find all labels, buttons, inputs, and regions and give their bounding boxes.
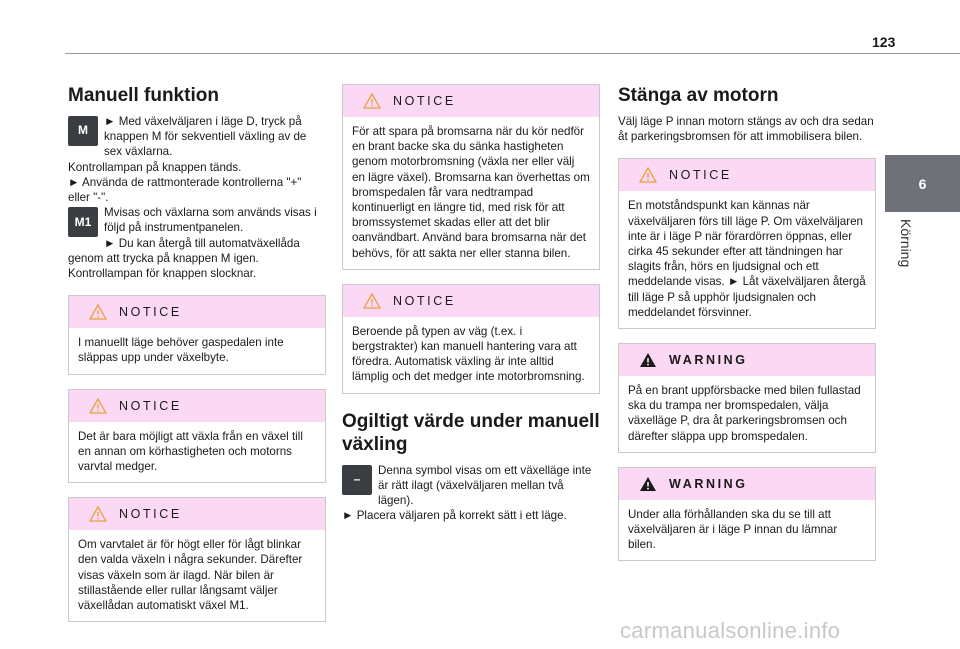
step-text: ► Du kan återgå till automatväxellåda genom att trycka på knappen M igen.	[68, 236, 300, 265]
gear-display-icon: M1	[68, 207, 98, 237]
notice-title: NOTICE	[119, 305, 182, 320]
column-engine-stop	[618, 84, 876, 561]
step-text: ► Med växelväljaren i läge D, tryck på knappen M för sekventiell växling av de sex växlarna.	[104, 115, 307, 159]
notice-box	[342, 284, 600, 394]
notice-box	[618, 158, 876, 329]
notice-box	[342, 84, 600, 270]
warning-triangle-icon	[89, 506, 107, 522]
invalid-gear-info	[342, 463, 600, 524]
notice-header	[343, 285, 599, 317]
warning-box	[618, 467, 876, 562]
section-heading: Ogiltigt värde under manuell växling	[342, 410, 600, 455]
notice-text: En motståndspunkt kan kännas när växelväljaren förs till läge P. Om växelväljaren inte är i läge P när förardörren öppnas, eller cirka 45 sekunder efter att tändningen har slagits från, hörs en ljudsignal och ett meddelande visas. ► Låt växelväljaren återgå till läge P så upphör ljudsignalen och meddelandet försvinner.	[628, 199, 866, 319]
page-number: 123	[872, 34, 896, 50]
info-text: Denna symbol visas om ett växelläge inte är rätt ilagt (växelväljaren mellan två lägen).	[378, 463, 592, 508]
notice-text: I manuellt läge behöver gaspedalen inte släppas upp under växelbyte.	[78, 336, 284, 365]
notice-title: NOTICE	[669, 168, 732, 183]
notice-box	[68, 389, 326, 484]
notice-header	[619, 159, 875, 191]
warning-header	[619, 344, 875, 376]
info-text: ► Placera väljaren på korrekt sätt i ett läge.	[342, 509, 567, 523]
warning-header	[619, 468, 875, 500]
manual-mode-button-icon: M	[68, 116, 98, 146]
warning-box	[618, 343, 876, 453]
warning-text: På en brant uppförsbacke med bilen fullastad ska du trampa ner bromspedalen, välja växelläge P, dra åt parkeringsbromsen och därefter släppa upp bromspedalen.	[628, 384, 861, 443]
warning-text: Under alla förhållanden ska du se till att växelväljaren är i läge P innan du lämnar bilen.	[628, 507, 838, 552]
chapter-label: Körning	[898, 219, 914, 268]
notice-header	[69, 296, 325, 328]
notice-text: Det är bara möjligt att växla från en växel till en annan om körhastigheten och motorns varvtal medger.	[78, 429, 303, 474]
column-braking-notices	[342, 84, 600, 523]
notice-header	[343, 85, 599, 117]
manual-mode-steps	[68, 114, 326, 281]
notice-text: Om varvtalet är för högt eller för lågt blinkar den valda växeln i några sekunder. Därefter visas växeln som är ilagd. När bilen är stillastående eller rullar långsamt väljer växellådan automatiskt växel M1.	[78, 538, 303, 613]
section-heading: Stänga av motorn	[618, 85, 779, 106]
step-text: Kontrollampan för knappen slocknar.	[68, 267, 257, 281]
warning-triangle-icon	[363, 93, 381, 109]
section-heading: Manuell funktion	[68, 85, 219, 106]
warning-title: WARNING	[669, 476, 748, 491]
warning-triangle-icon	[89, 304, 107, 320]
warning-triangle-icon	[363, 293, 381, 309]
warning-triangle-icon	[89, 398, 107, 414]
notice-box	[68, 295, 326, 374]
notice-title: NOTICE	[119, 398, 182, 413]
warning-triangle-icon	[639, 167, 657, 183]
notice-box	[68, 497, 326, 622]
header-rule	[65, 53, 960, 54]
warning-title: WARNING	[669, 353, 748, 368]
invalid-gear-symbol-icon: –	[342, 465, 372, 495]
notice-text: Beroende på typen av väg (t.ex. i bergstrakter) kan manuell hantering vara att föredra. Automatisk växling är inte alltid lämplig och det medger inte motorbromsning.	[352, 324, 585, 384]
notice-header	[69, 498, 325, 530]
warning-filled-triangle-icon	[639, 352, 657, 368]
step-text: Mvisas och växlarna som används visas i följd på instrumentpanelen.	[104, 206, 317, 235]
step-text: ► Använda de rattmonterade kontrollerna "+" eller "-".	[68, 175, 302, 205]
column-manual-mode	[68, 84, 326, 622]
warning-filled-triangle-icon	[639, 476, 657, 492]
notice-header	[69, 390, 325, 422]
engine-stop-text: Välj läge P innan motorn stängs av och dra sedan åt parkeringsbromsen för att immobilisera bilen.	[618, 115, 874, 144]
notice-text: För att spara på bromsarna när du kör nedför en brant backe ska du sänka hastigheten genom motorbromsning (växla ner eller välj en lägre växel). Bromsarna kan överhettas om bromspedalen får vara nedtrampad kontinuerligt en längre tid, med risk för att bromssystemet skadas eller att det blir oanvändbart. Använd bara bromsarna när det behövs, för att sakta ner eller stanna bilen.	[352, 125, 590, 260]
chapter-tab[interactable]: 6	[885, 155, 960, 212]
notice-title: NOTICE	[119, 507, 182, 522]
notice-title: NOTICE	[393, 94, 456, 108]
step-text: Kontrollampan på knappen tänds.	[68, 160, 242, 174]
watermark: carmanualsonline.info	[620, 618, 841, 643]
notice-title: NOTICE	[393, 293, 456, 308]
